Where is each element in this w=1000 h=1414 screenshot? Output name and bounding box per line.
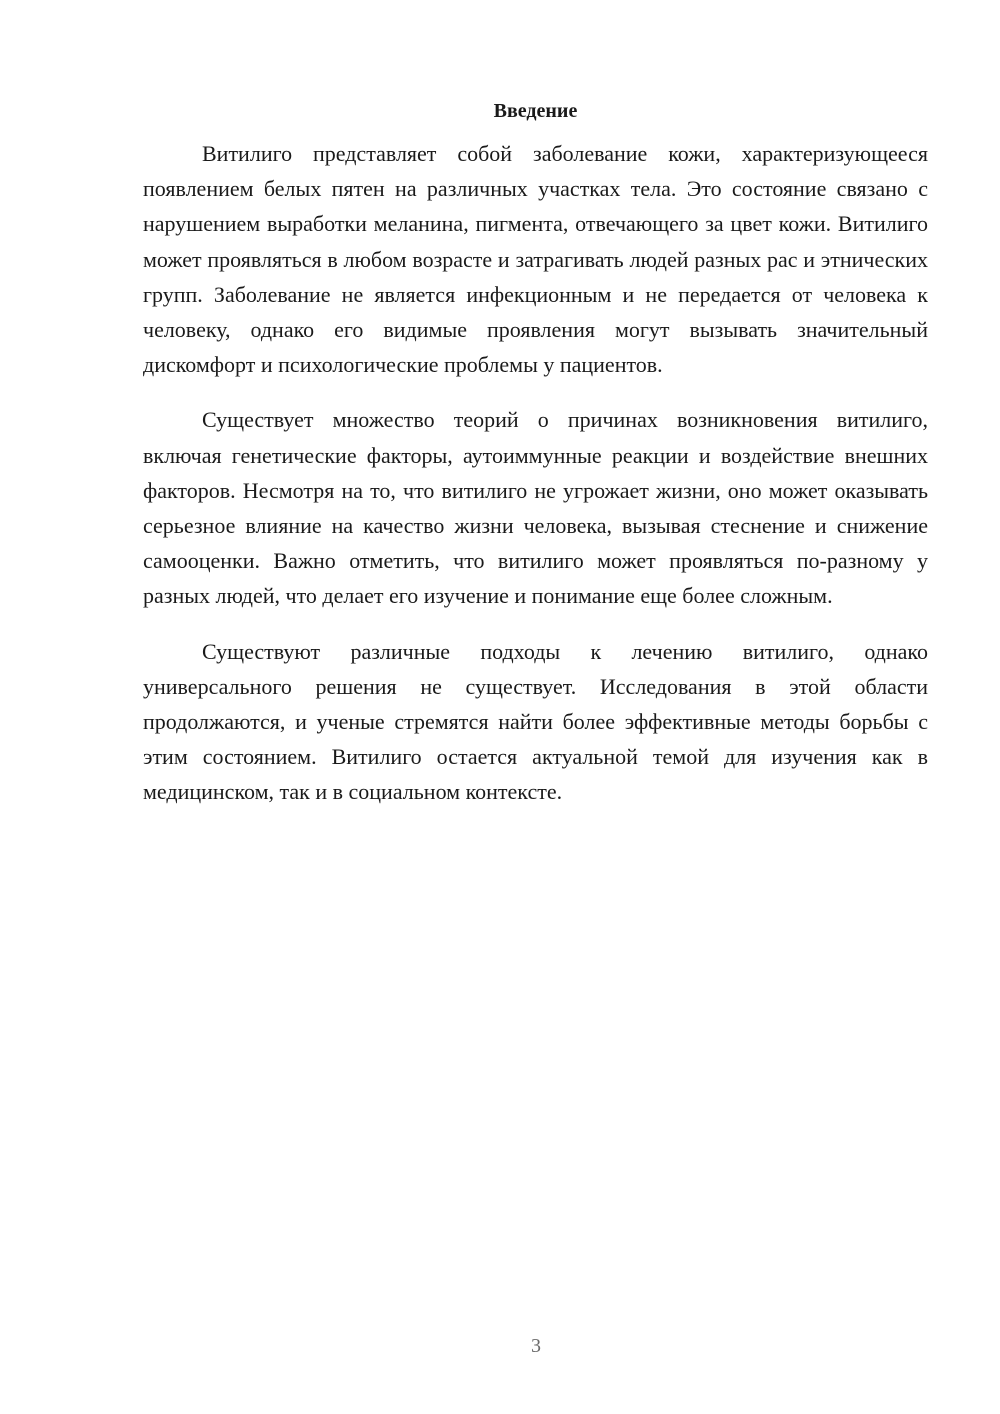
paragraph-1: Витилиго представляет собой заболевание кожи, характеризующееся появлением белых пятен на различных участках тела. Это состояние связано с нарушением выработки меланина, пигмента, отвечающего за цвет кожи. Витилиго может проявляться в любом возрасте и затрагивать людей разных рас и этнических групп. Заболевание не является инфекционным и не передается от человека к человеку, однако его видимые проявления могут вызывать значительный дискомфорт и психологические проблемы у пациентов. [143, 141, 928, 378]
paragraph-3: Существуют различные подходы к лечению витилиго, однако универсального решения не существует. Исследования в этой области продолжаются, и ученые стремятся найти более эффективные методы борьбы с этим состоянием. Витилиго остается актуальной темой для изучения как в медицинском, так и в социальном контексте. [143, 638, 928, 805]
page-number: 3 [531, 1335, 541, 1357]
paragraph-2: Существует множество теорий о причинах возникновения витилиго, включая генетические факторы, аутоиммунные реакции и воздействие внешних факторов. Несмотря на то, что витилиго не угрожает жизни, оно может оказывать серьезное влияние на качество жизни человека, вызывая стеснение и снижение самооценки. Важно отметить, что витилиго может проявляться по-разному у разных людей, что делает его изучение и понимание еще более сложным. [143, 407, 928, 609]
page-content [143, 96, 928, 830]
section-heading: Введение [493, 100, 578, 122]
